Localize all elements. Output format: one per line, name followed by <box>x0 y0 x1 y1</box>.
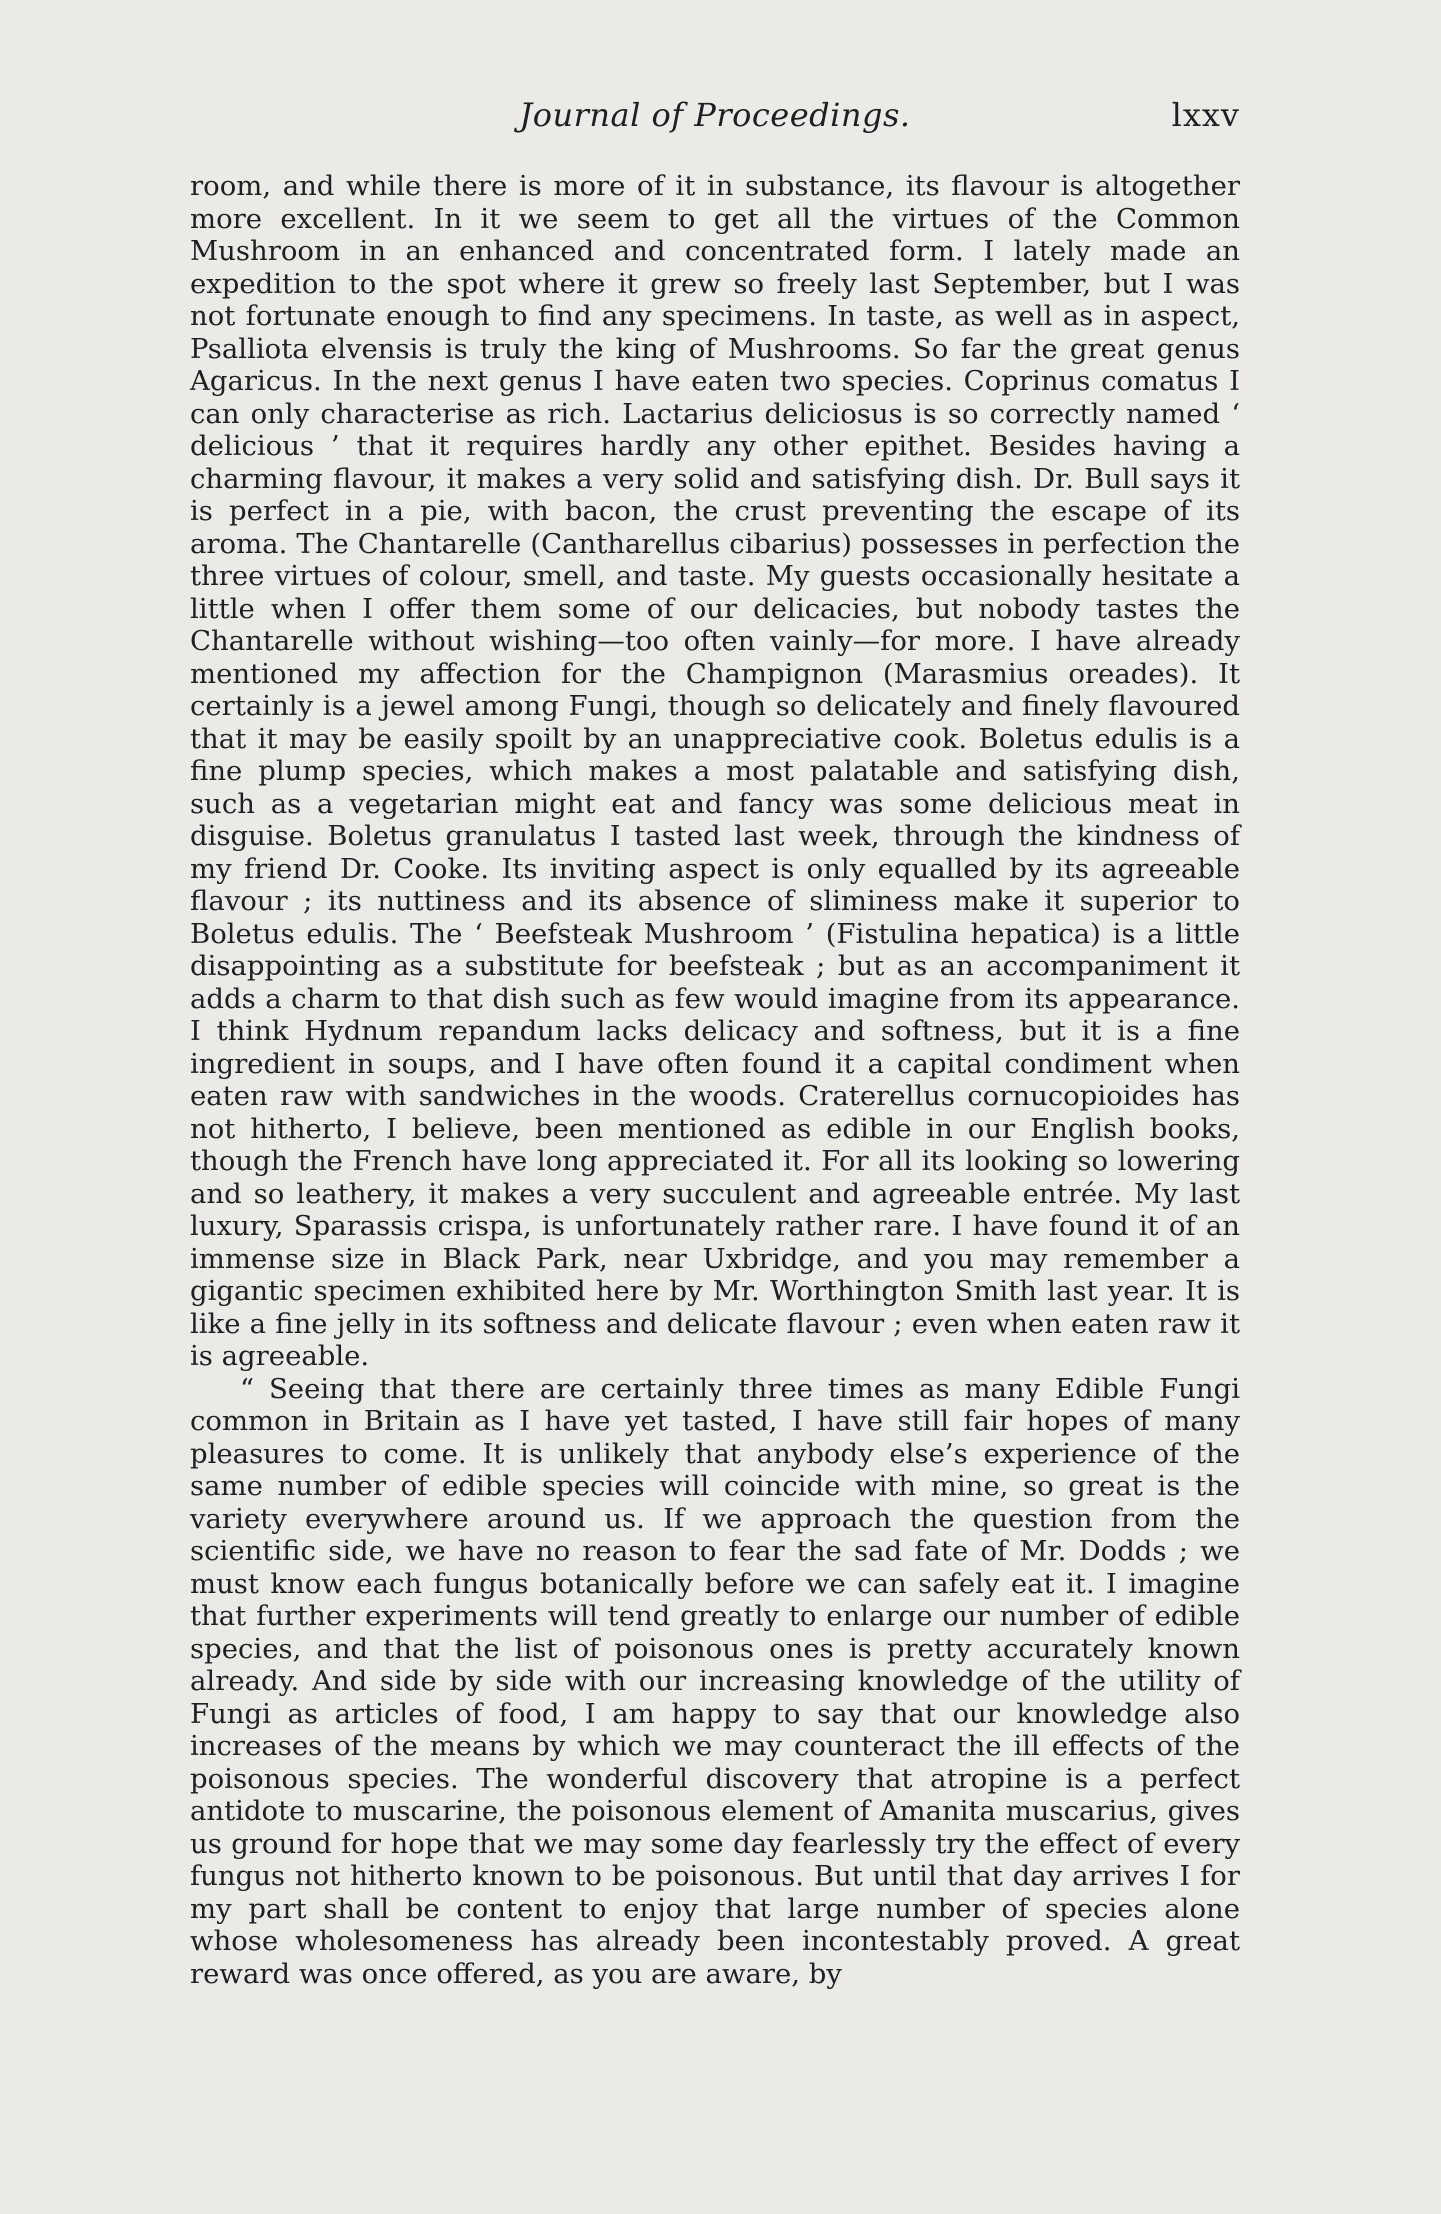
page-number: lxxv <box>1171 96 1240 134</box>
running-title: Journal of Proceedings. <box>519 96 911 134</box>
paragraph: “ Seeing that there are certainly three times as many Edible Fungi common in Britain as I have yet tasted, I have still fair hopes of many pleasures to come. It is unlikely that anybody else’s experience of the same number of edible species will coincide with mine, so great is the variety everywhere around us. If we approach the question from the scientific side, we have no reason to fear the sad fate of Mr. Dodds ; we must know each fungus botanically before we can safely eat it. I imagine that further experiments will tend greatly to enlarge our number of edible species, and that the list of poisonous ones is pretty accurately known already. And side by side with our increasing knowledge of the utility of Fungi as articles of food, I am happy to say that our knowledge also increases of the means by which we may counteract the ill effects of the poisonous species. The wonderful discovery that atropine is a perfect antidote to muscarine, the poisonous element of Amanita muscarius, gives us ground for hope that we may some day fearlessly try the effect of every fungus not hitherto known to be poisonous. But until that day arrives I for my part shall be content to enjoy that large number of species alone whose wholesomeness has already been incontestably proved. A great reward was once offered, as you are aware, by <box>190 1372 1240 1990</box>
running-head <box>190 96 1240 156</box>
body-text <box>190 170 1240 1990</box>
paragraph: room, and while there is more of it in substance, its flavour is altogether more excellent. In it we seem to get all the virtues of the Common Mushroom in an enhanced and concentrated form. I lately made an expedition to the spot where it grew so freely last September, but I was not fortunate enough to find any specimens. In taste, as well as in aspect, Psalliota elvensis is truly the king of Mushrooms. So far the great genus Agaricus. In the next genus I have eaten two species. Coprinus comatus I can only characterise as rich. Lactarius deliciosus is so correctly named ‘ delicious ’ that it requires hardly any other epithet. Besides having a charming flavour, it makes a very solid and satisfying dish. Dr. Bull says it is perfect in a pie, with bacon, the crust preventing the escape of its aroma. The Chantarelle (Cantharellus cibarius) possesses in perfection the three virtues of colour, smell, and taste. My guests occasionally hesitate a little when I offer them some of our delicacies, but nobody tastes the Chantarelle without wishing—too often vainly—for more. I have already mentioned my affection for the Champignon (Marasmius oreades). It certainly is a jewel among Fungi, though so delicately and finely flavoured that it may be easily spoilt by an unappreciative cook. Boletus edulis is a fine plump species, which makes a most palatable and satisfying dish, such as a vegetarian might eat and fancy was some delicious meat in disguise. Boletus granulatus I tasted last week, through the kindness of my friend Dr. Cooke. Its inviting aspect is only equalled by its agreeable flavour ; its nuttiness and its absence of sliminess make it superior to Boletus edulis. The ‘ Beefsteak Mushroom ’ (Fistulina hepatica) is a little disappointing as a substitute for beefsteak ; but as an accompaniment it adds a charm to that dish such as few would imagine from its appearance. I think Hydnum repandum lacks delicacy and softness, but it is a fine ingredient in soups, and I have often found it a capital condiment when eaten raw with sandwiches in the woods. Craterellus cornucopioides has not hitherto, I believe, been mentioned as edible in our English books, though the French have long appreciated it. For all its looking so lowering and so leathery, it makes a very succulent and agreeable entrée. My last luxury, Sparassis crispa, is unfortunately rather rare. I have found it of an immense size in Black Park, near Uxbridge, and you may remember a gigantic specimen exhibited here by Mr. Worthington Smith last year. It is like a fine jelly in its softness and delicate flavour ; even when eaten raw it is agreeable. <box>190 170 1240 1372</box>
